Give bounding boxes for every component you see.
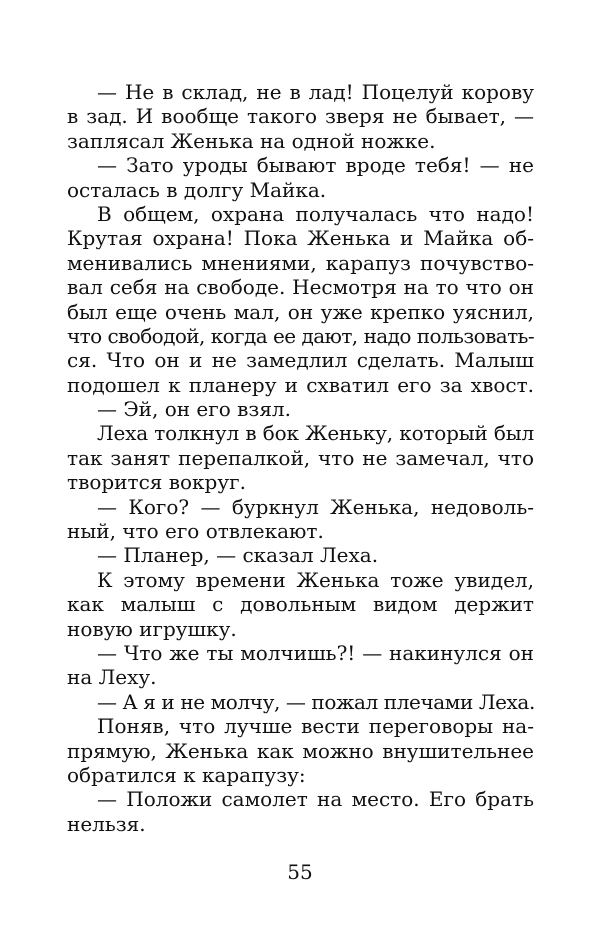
text-line-17: творится вокруг. (67, 470, 246, 495)
text-line-8: менивались мнениями, карапуз почувство- (67, 250, 534, 275)
text-line-27: Поняв, что лучше вести переговоры на- (97, 714, 534, 739)
text-line-22: как малыш с довольным видом держит (67, 592, 534, 617)
text-line-4: — Зато уроды бывают вроде тебя! — не (97, 153, 534, 178)
text-line-20: — Планер, — сказал Леха. (97, 543, 379, 568)
page-text-block (67, 80, 534, 836)
text-line-15: Леха толкнул в бок Женьку, который был (97, 421, 534, 446)
text-line-30: — Положи самолет на место. Его брать (97, 787, 534, 812)
text-line-2: в зад. И вообще такого зверя не бывает, — (67, 104, 534, 129)
text-line-23: новую игрушку. (67, 616, 237, 641)
text-line-7: Крутая охрана! Пока Женька и Майка об- (67, 226, 534, 251)
text-line-19: ный, что его отвлекают. (67, 519, 324, 544)
text-line-16: так занят перепалкой, что не замечал, что (67, 445, 534, 470)
text-line-12: ся. Что он и не замедлил сделать. Малыш (67, 348, 534, 373)
text-line-29: обратился к карапузу: (67, 762, 306, 787)
text-line-5: осталась в долгу Майка. (67, 177, 327, 202)
text-line-21: К этому времени Женька тоже увидел, (97, 567, 534, 592)
text-line-6: В общем, охрана получалась что надо! (97, 201, 534, 226)
text-line-13: подошел к планеру и схватил его за хвост. (67, 372, 534, 397)
text-line-25: на Леху. (67, 665, 157, 690)
text-line-26: — А я и не молчу, — пожал плечами Леха. (97, 689, 535, 714)
text-line-31: нельзя. (67, 811, 146, 836)
text-line-10: был еще очень мал, он уже крепко уяснил, (67, 299, 534, 324)
page-number: 55 (287, 860, 313, 884)
text-line-3: заплясал Женька на одной ножке. (67, 128, 436, 153)
text-line-18: — Кого? — буркнул Женька, недоволь- (97, 494, 534, 519)
text-line-1: — Не в склад, не в лад! Поцелуй корову (97, 80, 534, 104)
text-line-9: вал себя на свободе. Несмотря на то что он (67, 275, 534, 300)
text-line-11: что свободой, когда ее дают, надо пользовать- (67, 323, 534, 348)
text-line-14: — Эй, он его взял. (97, 397, 291, 422)
text-line-24: — Что же ты молчишь?! — накинулся он (97, 640, 534, 665)
text-line-28: прямую, Женька как можно внушительнее (67, 738, 534, 763)
